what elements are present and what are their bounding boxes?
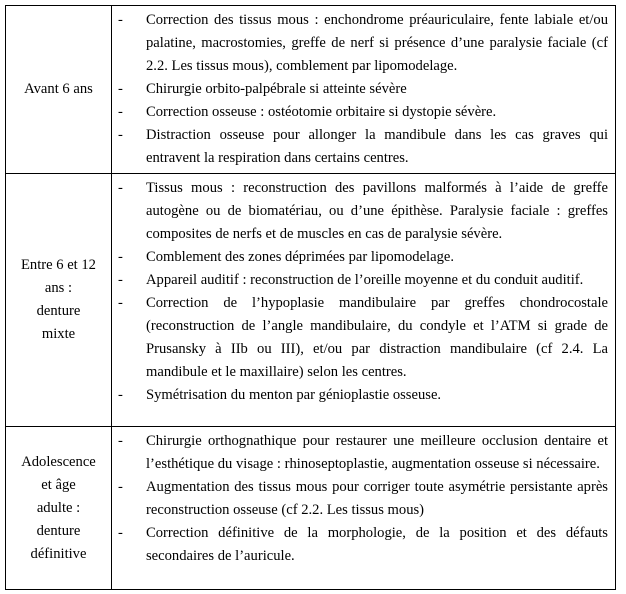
table-row-adolescence: [6, 427, 616, 590]
list-item-text: Correction de l’hypoplasie mandibulaire par greffes chondrocostale (reconstruction de l’angle mandibulaire, du condyle et l’ATM si grade de Prusansky à IIb ou III), et/ou par distraction mandibulaire (cf 2.4. La mandibule et le maxillaire) selon les centres.: [146, 295, 608, 380]
age-cell: [6, 174, 112, 427]
age-label-line: Entre 6 et 12: [21, 257, 96, 273]
list-item: [118, 246, 608, 269]
bullet-dash: -: [118, 104, 123, 120]
list-item-text: Correction définitive de la morphologie, de la position et des défauts secondaires de l’auricule.: [146, 525, 608, 564]
list-item: [118, 522, 608, 568]
list-item-text: Tissus mous : reconstruction des pavillons malformés à l’aide de greffe autogène ou de biomatériau, ou d’une épithèse. Paralysie faciale : greffes composites de nerfs et de muscles en cas de paralysie sévère.: [146, 180, 608, 242]
age-label-line: Adolescence: [21, 453, 96, 470]
list-item-text: Correction des tissus mous : enchondrome préauriculaire, fente labiale et/ou palatine, macrostomies, greffe de nerf si présence d’une paralysie faciale (cf 2.2. Les tissus mous), comblement par lipomodelage.: [146, 12, 608, 74]
bullet-dash: -: [118, 180, 123, 196]
list-item: [118, 476, 608, 522]
list-item: [118, 292, 608, 384]
list-item: [118, 430, 608, 476]
list-item: [118, 124, 608, 170]
list-item-text: Chirurgie orthognathique pour restaurer une meilleure occlusion dentaire et l’esthétique du visage : rhinoseptoplastie, augmentation osseuse si nécessaire.: [146, 433, 608, 472]
bullet-dash: -: [118, 295, 123, 311]
list-item: [118, 9, 608, 78]
list-item: [118, 269, 608, 292]
list-item-text: Comblement des zones déprimées par lipomodelage.: [146, 249, 455, 265]
treatment-cell: [112, 174, 616, 427]
treatment-cell: [112, 6, 616, 174]
list-item: [118, 177, 608, 246]
age-cell: [6, 6, 112, 174]
bullet-dash: -: [118, 249, 123, 265]
list-item-text: Symétrisation du menton par génioplastie osseuse.: [146, 387, 442, 403]
list-item-text: Correction osseuse : ostéotomie orbitaire si dystopie sévère.: [146, 104, 497, 120]
list-item-text: Distraction osseuse pour allonger la mandibule dans les cas graves qui entravent la respiration dans certains centres.: [146, 127, 608, 166]
age-cell: [6, 427, 112, 590]
age-label-line: mixte: [41, 326, 76, 342]
list-item-text: Appareil auditif : reconstruction de l’oreille moyenne et du conduit auditif.: [146, 272, 584, 288]
treatment-cell: [112, 427, 616, 590]
list-item: [118, 384, 608, 407]
bullet-dash: -: [118, 127, 123, 143]
bullet-dash: -: [118, 12, 123, 28]
bullet-dash: -: [118, 81, 123, 97]
age-label-line: denture: [36, 303, 81, 319]
age-label-line: et âge: [41, 476, 76, 493]
bullet-dash: -: [118, 387, 123, 403]
treatment-table: [5, 5, 616, 590]
list-item: [118, 101, 608, 124]
table-row-before-6: [6, 6, 616, 174]
table-row-6-to-12: [6, 174, 616, 427]
bullet-dash: -: [118, 272, 123, 288]
list-item: [118, 78, 608, 101]
age-label-line: ans :: [44, 280, 73, 296]
list-item-text: Augmentation des tissus mous pour corriger toute asymétrie persistante après reconstruction osseuse (cf 2.2. Les tissus mous): [146, 479, 608, 518]
age-label-line: adulte :: [36, 499, 81, 516]
bullet-dash: -: [118, 525, 123, 541]
bullet-dash: -: [118, 479, 123, 495]
list-item-text: Chirurgie orbito-palpébrale si atteinte sévère: [146, 81, 407, 97]
bullet-dash: -: [118, 433, 123, 449]
age-label-line: définitive: [30, 545, 87, 562]
age-label-line: Avant 6 ans: [24, 81, 93, 97]
age-label-line: denture: [36, 522, 81, 539]
